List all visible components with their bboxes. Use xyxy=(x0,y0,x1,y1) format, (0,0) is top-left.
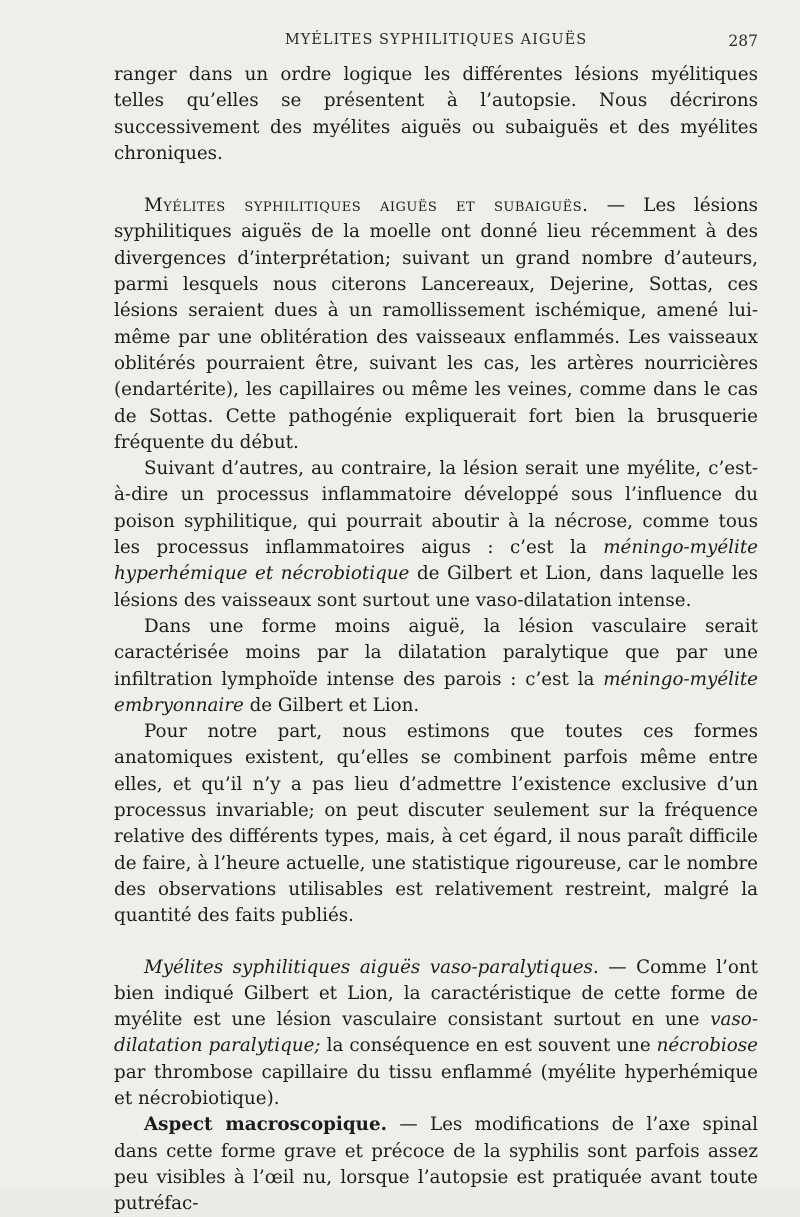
paragraph-6 xyxy=(114,955,758,1113)
paragraph-7-text: — Les modifications de l’axe spinal dans cette forme grave et précoce de la syphilis sont parfois assez peu visibles à l’œil nu, lorsque l’autopsie est pratiquée avant toute putréfac- xyxy=(114,1114,758,1215)
paragraph-2-text: — Les lésions syphilitiques aiguës de la moelle ont donné lieu récemment à des divergences d’interprétation; suivant un grand nombre d’auteurs, parmi lesquels nous citerons Lancereaux, Dejerine, Sottas, ces lésions seraient dues à un ramollissement ischémique, amené lui-même par une oblitération des vaisseaux enflammés. Les vaisseaux oblitérés pourraient être, suivant les cas, les artères nourricières (endartérite), les capillaires ou même les veines, comme dans le cas de Sottas. Cette pathogénie expliquerait fort bien la brusquerie fréquente du début. xyxy=(114,195,758,453)
paragraph-6-text-b: la conséquence en est souvent une xyxy=(320,1035,657,1057)
paragraph-4-italic: méningo-myélite embryonnaire xyxy=(114,668,758,716)
paragraph-6-text-a: — Comme l’ont bien indiqué Gilbert et Lion, la caractéristique de cette forme de myélite est une lésion vasculaire consistant surtout en une xyxy=(114,956,758,1031)
paragraph-4-text-b: de Gilbert et Lion. xyxy=(243,694,420,716)
paragraph-3 xyxy=(114,456,758,614)
body-text xyxy=(114,62,758,1217)
page-number: 287 xyxy=(728,32,758,50)
paragraph-4 xyxy=(114,614,758,719)
paragraph-5: Pour notre part, nous estimons que toutes ces formes anatomiques existent, qu’elles se combinent parfois même entre elles, et qu’il n’y a pas lieu d’admettre l’existence exclusive d’un processus invariable; on peut discuter seulement sur la fréquence relative des différents types, mais, à cet égard, il nous paraît difficile de faire, à l’heure actuelle, une statistique rigoureuse, car le nombre des observations utilisables est relativement restreint, malgré la quantité des faits publiés. xyxy=(114,721,758,927)
paragraph-3-text-a: Suivant d’autres, au contraire, la lésion serait une myélite, c’est-à-dire un processus inflammatoire développé sous l’influence du poison syphilitique, qui pourrait aboutir à la nécrose, comme tous les processus inflammatoires aigus : c’est la xyxy=(114,458,758,559)
section-heading-macro: Aspect macroscopique. xyxy=(144,1114,387,1136)
section-heading-vaso: Myélites syphilitiques aiguës vaso-paralytiques. xyxy=(144,956,599,978)
paragraph-1: ranger dans un ordre logique les différentes lésions myélitiques telles qu’elles se présentent à l’autopsie. Nous décrirons successivement des myélites aiguës ou subaiguës et des myélites chroniques. xyxy=(114,64,758,164)
paragraph-3-text-b: de Gilbert et Lion, dans laquelle les lésions des vaisseaux sont surtout une vaso-dilatation intense. xyxy=(114,563,758,611)
running-head xyxy=(114,32,758,54)
paragraph-4-text-a: Dans une forme moins aiguë, la lésion vasculaire serait caractérisée moins par la dilatation paralytique que par une infiltration lymphoïde intense des parois : c’est la xyxy=(114,615,758,690)
paragraph-3-italic: méningo-myélite hyperhémique et nécrobiotique xyxy=(114,537,758,585)
section-heading-acute: Myélites syphilitiques aiguës et subaiguës. xyxy=(144,195,589,217)
paragraph-6-italic-2: nécrobiose xyxy=(656,1035,758,1057)
paragraph-7 xyxy=(114,1112,758,1217)
running-title: MYÉLITES SYPHILITIQUES AIGUËS xyxy=(284,32,588,48)
paragraph-6-text-c: par thrombose capillaire du tissu enflammé (myélite hyperhémique et nécrobiotique). xyxy=(114,1061,758,1109)
paragraph-6-italic-1: vaso-dilatation paralytique; xyxy=(114,1009,758,1057)
paragraph-2 xyxy=(114,193,758,456)
